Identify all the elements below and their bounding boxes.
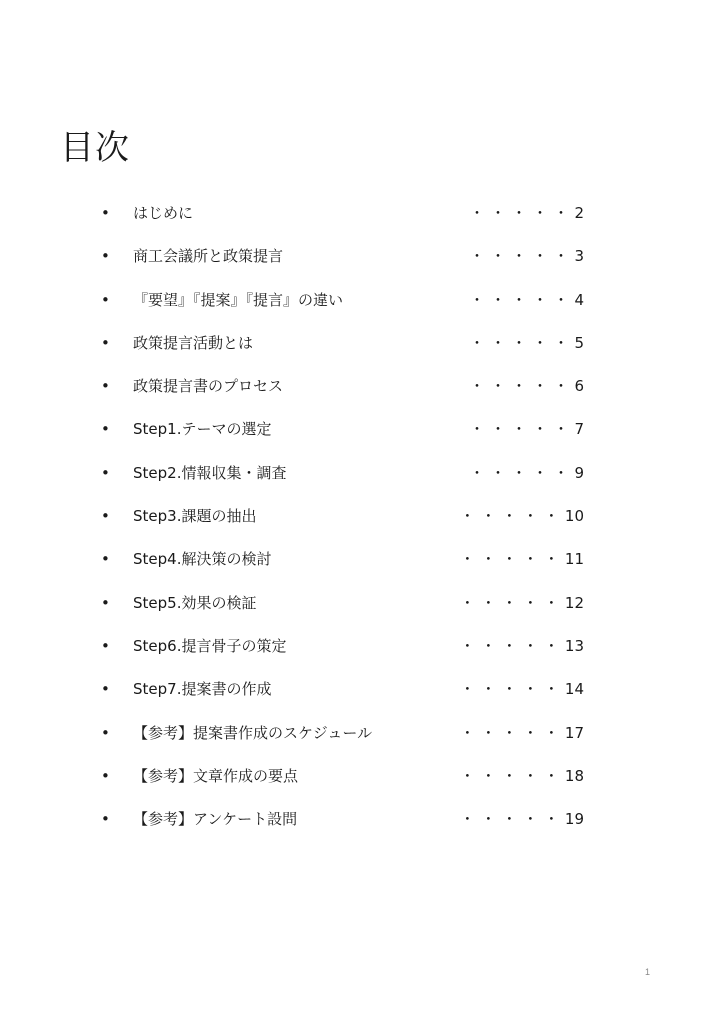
toc-entry-page-number: 7 — [574, 420, 584, 439]
toc-entry-page-number: 14 — [564, 680, 584, 699]
toc-entry-page-number: 11 — [564, 550, 584, 569]
page-title: 目次 — [60, 128, 130, 168]
toc-entry-label: Step6.提言骨子の策定 — [133, 636, 287, 655]
leader-dots: ・・・・・ — [459, 680, 565, 699]
toc-entry[interactable] — [0, 408, 709, 451]
leader-dots: ・・・・・ — [469, 463, 575, 482]
toc-entry-leader — [469, 289, 584, 311]
toc-entry-leader — [469, 332, 584, 354]
toc-entry-label: 【参考】文章作成の要点 — [133, 766, 299, 785]
toc-entry-leader — [469, 202, 584, 224]
toc-entry[interactable] — [0, 755, 709, 798]
leader-dots: ・・・・・ — [469, 420, 575, 439]
leader-dots: ・・・・・ — [469, 333, 575, 352]
bullet-icon: • — [101, 680, 110, 699]
bullet-icon: • — [101, 507, 110, 526]
toc-entry-leader — [469, 245, 584, 267]
table-of-contents — [0, 192, 709, 841]
bullet-icon: • — [101, 810, 110, 829]
leader-dots: ・・・・・ — [459, 507, 565, 526]
toc-entry-label: 『要望』『提案』『提言』の違い — [133, 290, 344, 309]
toc-entry-label: Step2.情報収集・調査 — [133, 463, 287, 482]
toc-entry[interactable] — [0, 582, 709, 625]
toc-entry-page-number: 6 — [574, 377, 584, 396]
toc-entry-leader — [469, 375, 584, 397]
toc-entry[interactable] — [0, 235, 709, 278]
toc-entry-label: 【参考】提案書作成のスケジュール — [133, 723, 373, 742]
bullet-icon: • — [101, 290, 110, 309]
toc-entry-leader — [460, 635, 584, 657]
toc-entry-label: 政策提言活動とは — [133, 333, 254, 352]
toc-entry[interactable] — [0, 712, 709, 755]
bullet-icon: • — [101, 247, 110, 266]
toc-entry-label: 【参考】アンケート設問 — [133, 810, 298, 829]
bullet-icon: • — [101, 420, 110, 439]
leader-dots: ・・・・・ — [459, 723, 565, 742]
toc-entry-page-number: 10 — [564, 507, 584, 526]
leader-dots: ・・・・・ — [459, 593, 565, 612]
toc-entry-page-number: 19 — [564, 810, 584, 829]
leader-dots: ・・・・・ — [459, 550, 565, 569]
toc-entry-page-number: 13 — [564, 636, 584, 655]
toc-entry-leader — [460, 678, 584, 700]
toc-entry-leader — [460, 548, 584, 570]
toc-entry-leader — [460, 592, 584, 614]
toc-entry-label: 商工会議所と政策提言 — [133, 247, 284, 266]
toc-entry-leader — [469, 418, 584, 440]
toc-entry-label: Step3.課題の抽出 — [133, 507, 257, 526]
bullet-icon: • — [101, 723, 110, 742]
page-number: 1 — [645, 967, 651, 977]
leader-dots: ・・・・・ — [459, 636, 565, 655]
toc-entry[interactable] — [0, 538, 709, 581]
toc-entry-label: Step5.効果の検証 — [133, 593, 257, 612]
toc-entry-page-number: 2 — [574, 204, 584, 222]
toc-entry-page-number: 5 — [574, 333, 584, 352]
toc-entry[interactable] — [0, 365, 709, 408]
toc-entry-label: Step4.解決策の検討 — [133, 550, 272, 569]
toc-entry-leader — [460, 765, 584, 787]
leader-dots: ・・・・・ — [469, 204, 575, 222]
bullet-icon: • — [101, 766, 110, 785]
toc-entry-leader — [460, 505, 584, 527]
toc-entry-page-number: 18 — [564, 766, 584, 785]
toc-entry-page-number: 3 — [574, 247, 584, 266]
toc-entry[interactable] — [0, 279, 709, 322]
toc-entry-leader — [460, 808, 584, 830]
toc-entry[interactable] — [0, 798, 709, 841]
toc-entry-page-number: 12 — [564, 593, 584, 612]
leader-dots: ・・・・・ — [469, 247, 575, 266]
leader-dots: ・・・・・ — [469, 290, 575, 309]
bullet-icon: • — [101, 550, 110, 569]
leader-dots: ・・・・・ — [459, 766, 565, 785]
toc-entry-page-number: 17 — [564, 723, 584, 742]
leader-dots: ・・・・・ — [469, 377, 575, 396]
toc-entry-label: はじめに — [133, 204, 194, 222]
toc-entry-leader — [469, 462, 584, 484]
bullet-icon: • — [101, 463, 110, 482]
toc-entry[interactable] — [0, 452, 709, 495]
bullet-icon: • — [101, 636, 110, 655]
bullet-icon: • — [101, 333, 110, 352]
toc-entry-leader — [460, 722, 584, 744]
toc-entry[interactable] — [0, 192, 709, 235]
toc-entry-label: 政策提言書のプロセス — [133, 377, 284, 396]
bullet-icon: • — [101, 593, 110, 612]
toc-entry[interactable] — [0, 668, 709, 711]
toc-entry-page-number: 4 — [574, 290, 584, 309]
toc-entry[interactable] — [0, 322, 709, 365]
leader-dots: ・・・・・ — [459, 810, 565, 829]
toc-entry-page-number: 9 — [574, 463, 584, 482]
toc-entry[interactable] — [0, 495, 709, 538]
bullet-icon: • — [101, 377, 110, 396]
bullet-icon: • — [101, 204, 110, 222]
toc-entry-label: Step7.提案書の作成 — [133, 680, 272, 699]
toc-entry[interactable] — [0, 625, 709, 668]
toc-entry-label: Step1.テーマの選定 — [133, 420, 272, 439]
